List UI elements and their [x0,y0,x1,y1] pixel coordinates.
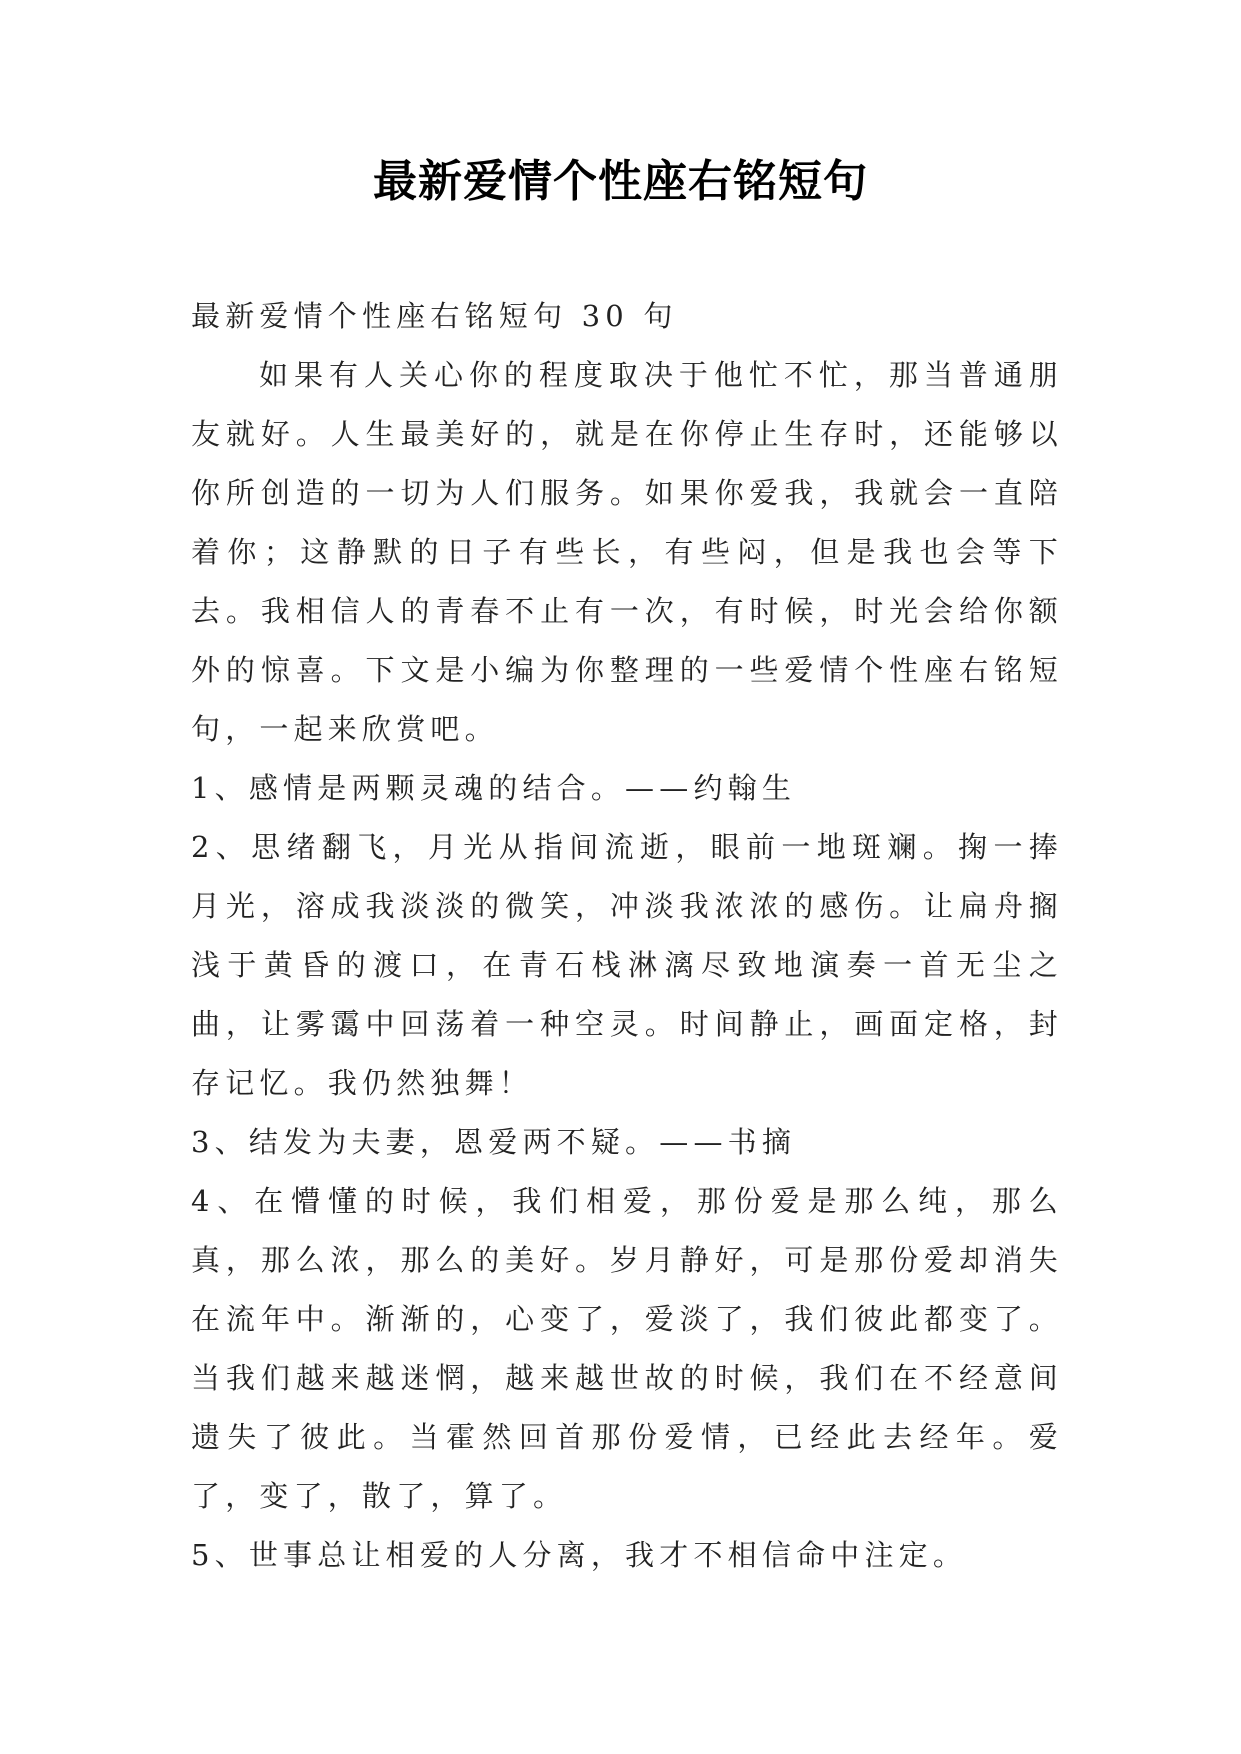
document-title: 最新爱情个性座右铭短句 [373,156,868,207]
quote-item-3: 3、结发为夫妻，恩爱两不疑。——书摘 [191,1125,797,1159]
quote-item-2: 2、思绪翻飞，月光从指间流逝，眼前一地斑斓。掬一捧月光，溶成我淡淡的微笑，冲淡我浓浓的感伤。让扁舟搁浅于黄昏的渡口，在青石栈淋漓尽致地演奏一首无尘之曲，让雾霭中回荡着一种空灵。时间静止，画面定格，封存记忆。我仍然独舞！ [191,830,1063,1100]
document-body [191,287,1063,1585]
quote-item-1: 1、感情是两颗灵魂的结合。——约翰生 [191,771,797,805]
subtitle-paragraph: 最新爱情个性座右铭短句 30 句 [191,299,678,333]
quote-item-4: 4、在懵懂的时候，我们相爱，那份爱是那么纯，那么真，那么浓，那么的美好。岁月静好，可是那份爱却消失在流年中。渐渐的，心变了，爱淡了，我们彼此都变了。当我们越来越迷惘，越来越世故的时候，我们在不经意间遗失了彼此。当霍然回首那份爱情，已经此去经年。爱了，变了，散了，算了。 [191,1184,1063,1513]
intro-paragraph: 如果有人关心你的程度取决于他忙不忙，那当普通朋友就好。人生最美好的，就是在你停止生存时，还能够以你所创造的一切为人们服务。如果你爱我，我就会一直陪着你；这静默的日子有些长，有些闷，但是我也会等下去。我相信人的青春不止有一次，有时候，时光会给你额外的惊喜。下文是小编为你整理的一些爱情个性座右铭短句，一起来欣赏吧。 [191,358,1063,746]
quote-item-5: 5、世事总让相爱的人分离，我才不相信命中注定。 [191,1538,968,1572]
